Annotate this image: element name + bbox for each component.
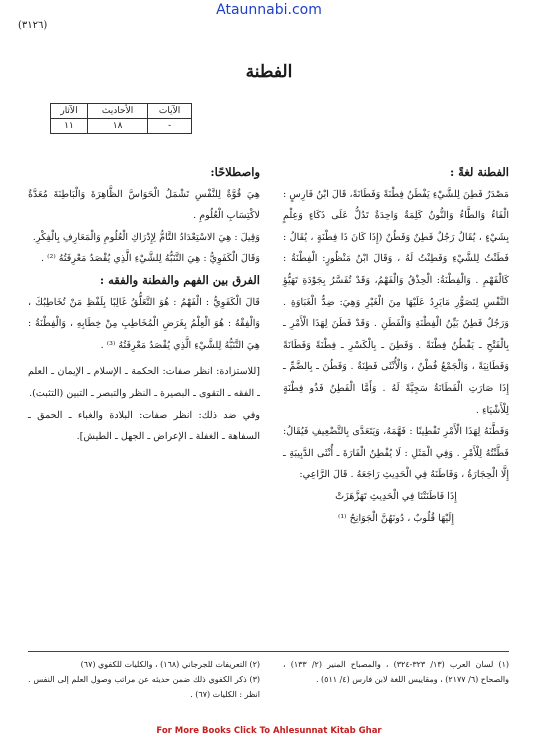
section-heading-terminology: واصطلاحًا: [210, 165, 260, 179]
paragraph: وَقَالَ الْكَفَوِيُّ : هِيَ التَّنَبُّهُ لِلشَّيْءِ الَّذِي يُقْصَدُ مَعْرِفَتُهُ ⁽²⁾ . [40, 253, 260, 265]
verse-line: إِذَا فَاطَنَتْنَا فِي الْحَدِيثِ تَهَزَّهَزَتْ [335, 490, 457, 502]
paragraph: وَفَطَّنَهُ لِهَذَا الْأَمْرِ تَفْطِينًا : فَهَّمَهُ، وَيَتَعَدَّى بِالتَّضْعِيفِ فَيُقَالُ: فَطَّنْتُهُ لِلْأَمْرِ . وَفِي الْمَثَلِ : لَا يُفْطِنُ الْفَارَةَ ـ أُنْثَى الدَّبِيبَةِ ـ إِلَّا الْحِجَارَةُ ، وَفَاطَنَهُ فِي الْحَدِيثِ رَاجَعَهُ . قَالَ الرَّاعِي: [283, 426, 509, 481]
page-number: (٣١٢٦) [18, 20, 48, 31]
stats-value-athar: ١١ [51, 119, 88, 134]
verse-line: إِلَيْهَا قُلُوبٌ ، دُونَهُنَّ الْجَوَانِحُ ⁽¹⁾ [337, 512, 455, 524]
site-watermark[interactable]: Ataunnabi.com [216, 2, 322, 18]
footer-link[interactable]: For More Books Click To Ahlesunnat Kitab Ghar [156, 726, 382, 736]
stats-value-row [51, 119, 192, 134]
footnote: (٣) ذكر الكفوي ذلك ضمن حديثه عن مراتب وصول العلم إلى النفس . انظر : الكليات (٦٧) . [28, 675, 260, 699]
see-also-paragraph: [للاستزادة: انظر صفات: الحكمة ـ الإسلام ـ الإيمان ـ العلم ـ الفقه ـ التقوى ـ البصيرة ـ النظر والتبصر ـ التبين (التثبت). [28, 366, 260, 399]
stats-value-hadiths: ١٨ [87, 119, 147, 134]
footnotes-left [28, 657, 260, 702]
stats-value-verses: - [148, 119, 192, 134]
paragraph: وَقِيلَ : هِيَ الاسْتِعْدَادُ التَّامُّ لِإِدْرَاكِ الْعُلُومِ وَالْمَعَارِفِ بِالْفِكْرِ. [32, 231, 260, 243]
footnote-divider [28, 651, 509, 652]
paragraph: مَصْدَرُ فَطِنَ لِلشَّيْءِ يَفْطَنُ فِطْنَةً وَفَطَانَةً، قَالَ ابْنُ فَارِسٍ : الْفَاءُ وَالطَّاءُ وَالنُّونُ كَلِمَةٌ وَاحِدَةٌ تَدُلُّ عَلَى ذَكَاءٍ وَعِلْمٍ بِشَيْءٍ ، يُقَالُ رَجُلٌ فَطِنٌ وَفَطُنٌ (إِذَا كَانَ ذَا فِطْنَةٍ ، يُقَالُ : فَطَنْتُ لِلشَّيْءِ وَفَطِنْتُ لَهُ ، وَقَالَ ابْنُ مَنْظُورٍ: الْفِطْنَةُ : كَالْفَهْمِ . وَالْفِطْنَةُ: الْحِذْقُ وَالْفَهْمُ، وَقَدْ تُفَسَّرُ بِجَوْدَةِ تَهَيُّؤِ النَّفْسِ لِتَصَوُّرِ مَايَرِدُ عَلَيْهَا مِنَ الْغَيْرِ وَهِيَ: ضِدُّ الْغَبَاوَةِ . وَرَجُلٌ فَطِنٌ بَيِّنُ الْفِطْنَةِ وَالْفَطَنِ . وَقَدْ فَطَنَ لِهَذَا الْأَمْرِ ـ بِالْفَتْحِ ـ يَفْطُنُ فِطْنَةً . وَفَطِنَ ـ بِالْكَسْرِ ـ فِطْنَةً وَفَطَانَةً وَفَطَانِيَةً ، وَالْجَمْعُ فُطْنٌ ، وَالْأُنْثَى فَطِنَةٌ . وَفَطُنَ ـ بِالضَّمِّ ـ إِذَا صَارَتِ الْفَطَانَةُ سَجِيَّةً لَهُ . وَأَمَّا الْفَطِنُ فَذُو فِطْنَةٍ لِلْأَشْيَاءِ . [283, 188, 509, 416]
stats-table [50, 103, 192, 134]
footnote: (٢) التعريفات للجرجاني (١٦٨) ، والكليات للكفوي (٦٧) [80, 660, 260, 669]
footnotes-right [283, 657, 509, 687]
left-column [28, 162, 260, 448]
stats-header-athar: الآثار [51, 104, 88, 119]
page-title: الفطنة [245, 62, 293, 82]
stats-header-row [51, 104, 192, 119]
stats-header-verses: الآيات [148, 104, 192, 119]
section-heading-linguistic: الفطنة لغةً : [449, 165, 509, 179]
footnote: (١) لسان العرب (١٣/ ٣٢٣-٣٢٤) ، والمصباح المنير (٢/ ١٣٣) ، والصحاح (٦/ ٢١٧٧) ، ومقاييس اللغة لابن فارس (٤/ ٥١١) . [283, 660, 509, 684]
paragraph: هِيَ قُوَّةٌ لِلنَّفْسِ تَشْمَلُ الْحَوَاسَّ الظَّاهِرَةَ وَالْبَاطِنَةَ مُعَدَّةٌ لاكْتِسَابِ الْعُلُومِ . [28, 188, 260, 222]
paragraph: قَالَ الْكَفَوِيُّ : الْفَهْمُ : هُوَ التَّعَلُّقُ غَالِبًا بِلَفْظِ مَنْ تُخَاطِبُكَ ، وَالْفِقْهُ : هُوَ الْعِلْمُ بِغَرَضِ الْمُخَاطِبِ مِنْ خِطَابِهِ ، وَالْفِطْنَةُ : هِيَ التَّنَبُّهُ لِلشَّيْءِ الَّذِي يُقْصَدُ مَعْرِفَتُهُ ⁽³⁾ . [28, 296, 260, 351]
opposites-paragraph: وفي ضد ذلك: انظر صفات: البلادة والغباء ـ الحمق ـ السفاهة ـ الغفلة ـ الإعراض ـ الجهل ـ الطيش]. [28, 409, 260, 443]
stats-header-hadiths: الأحاديث [87, 104, 147, 119]
right-column [283, 162, 509, 529]
section-heading-difference: الفرق بين الفهم والفطنة والفقه : [99, 272, 260, 287]
